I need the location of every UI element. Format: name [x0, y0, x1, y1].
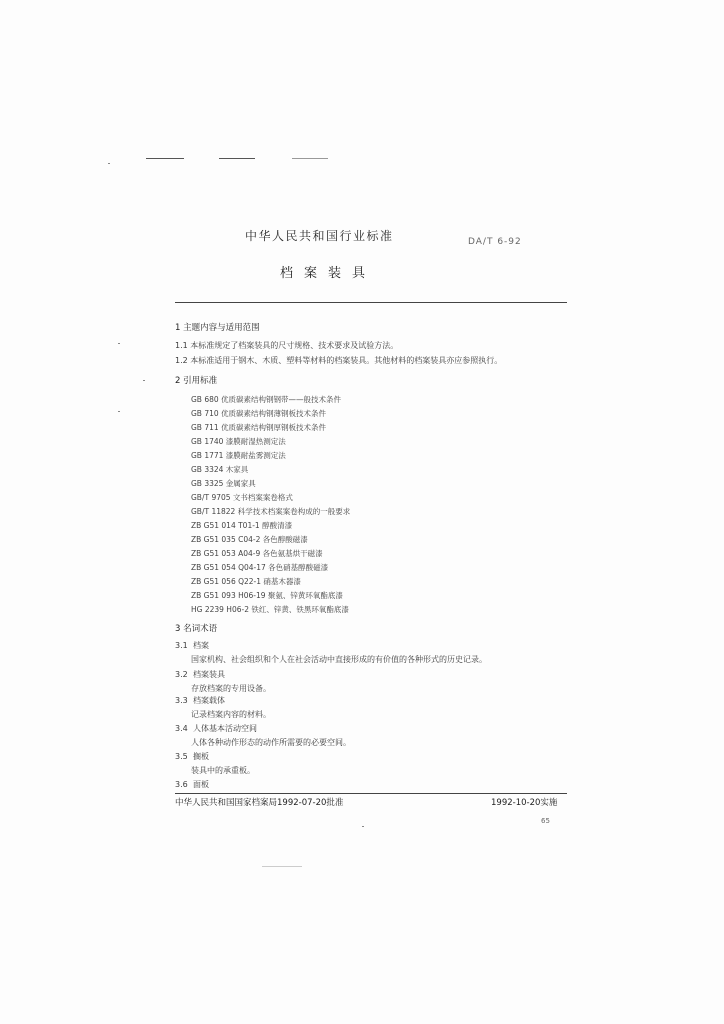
section-1-heading: 1 主题内容与适用范围: [175, 323, 260, 333]
reference-item: GB 3324 木家具: [191, 465, 249, 474]
term-name: 搁板: [193, 752, 209, 761]
reference-item: HG 2239 H06-2 铁红、锌黄、铁黑环氧酯底漆: [191, 605, 349, 614]
term-definition: 国家机构、社会组织和个人在社会活动中直接形成的有价值的各种形式的历史记录。: [191, 655, 487, 664]
term-number: 3.1: [175, 641, 188, 650]
footer-rule: [175, 793, 567, 794]
reference-item: ZB G51 093 H06-19 聚氨、锌黄环氧酯底漆: [191, 591, 343, 600]
term-name: 档案装具: [193, 670, 225, 679]
term-name: 档案: [193, 641, 209, 650]
term-number: 3.4: [175, 724, 188, 733]
term-name: 人体基本活动空间: [193, 724, 257, 733]
term-definition: 记录档案内容的材料。: [191, 710, 271, 719]
section-2-heading: 2 引用标准: [175, 376, 218, 386]
term-definition: 装具中的承重板。: [191, 766, 255, 775]
clause-1-1: 1.1 本标准规定了档案装具的尺寸规格、技术要求及试验方法。: [175, 341, 399, 350]
reference-item: GB/T 9705 文书档案案卷格式: [191, 493, 293, 502]
approval-line: 中华人民共和国国家档案局1992-07-20批准: [175, 798, 344, 808]
top-decoration-line-2: [219, 158, 255, 159]
term-name: 档案载体: [193, 696, 225, 705]
reference-item: ZB G51 056 Q22-1 硝基木器漆: [191, 577, 301, 586]
standard-code: DA/T 6-92: [468, 237, 522, 247]
reference-item: ZB G51 014 T01-1 醇酸清漆: [191, 521, 293, 530]
scan-speck: [262, 866, 302, 867]
term-definition: 存放档案的专用设备。: [191, 684, 271, 693]
term-number: 3.3: [175, 696, 188, 705]
clause-1-2: 1.2 本标准适用于钢木、木质、塑料等材料的档案装具。其他材料的档案装具亦应参照执行。: [175, 356, 503, 365]
document-title: 档案装具: [280, 266, 377, 281]
top-decoration-line-3: [292, 158, 328, 159]
page-number: 65: [541, 817, 550, 825]
scan-speck: [118, 343, 120, 344]
reference-item: GB 3325 金属家具: [191, 479, 256, 488]
reference-item: ZB G51 035 C04-2 各色醇酸磁漆: [191, 535, 308, 544]
scan-speck: [143, 380, 145, 381]
term-number: 3.5: [175, 752, 188, 761]
header-rule: [175, 302, 567, 303]
top-decoration-line-1: [146, 158, 184, 159]
reference-item: GB 680 优质碳素结构钢钢带——般技术条件: [191, 395, 342, 404]
scan-speck: [362, 826, 364, 827]
implementation-date: 1992-10-20实施: [491, 798, 558, 808]
reference-item: ZB G51 053 A04-9 各色氨基烘干磁漆: [191, 549, 323, 558]
reference-item: GB 1771 漆膜耐盐雾测定法: [191, 451, 286, 460]
term-number: 3.6: [175, 780, 188, 789]
scan-speck: [108, 163, 110, 164]
reference-item: GB 710 优质碳素结构钢薄钢板技术条件: [191, 409, 327, 418]
reference-item: GB/T 11822 科学技术档案案卷构成的一般要求: [191, 507, 351, 516]
section-3-heading: 3 名词术语: [175, 624, 218, 634]
standard-title: 中华人民共和国行业标准: [245, 229, 394, 243]
scan-speck: [118, 411, 120, 412]
term-name: 面板: [193, 780, 209, 789]
reference-item: GB 711 优质碳素结构钢厚钢板技术条件: [191, 423, 327, 432]
reference-item: GB 1740 漆膜耐湿热测定法: [191, 437, 286, 446]
term-number: 3.2: [175, 670, 188, 679]
reference-item: ZB G51 054 Q04-17 各色硝基醇酸磁漆: [191, 563, 329, 572]
term-definition: 人体各种动作形态的动作所需要的必要空间。: [191, 738, 351, 747]
